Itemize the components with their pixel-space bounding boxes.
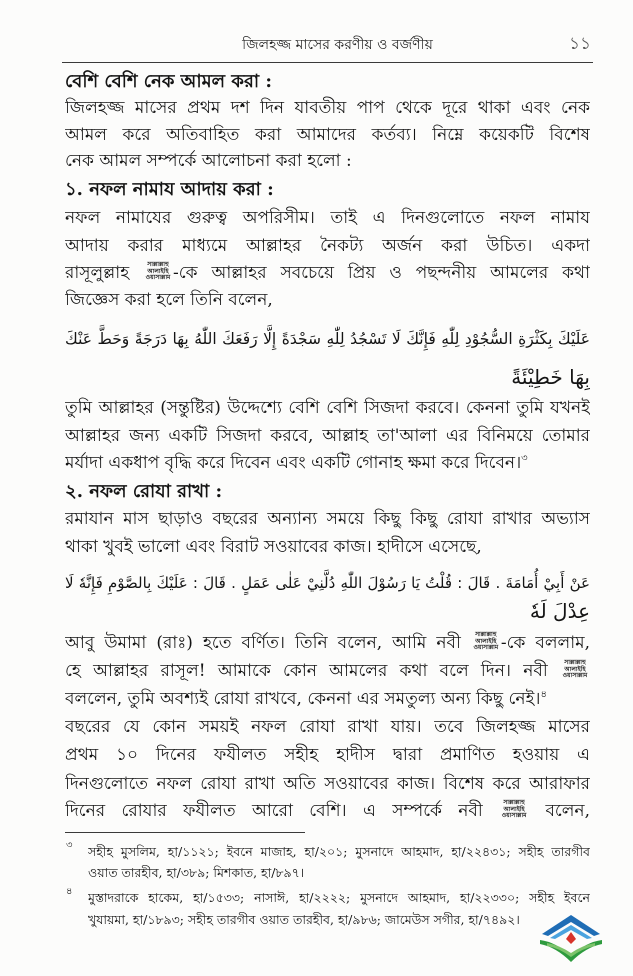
- footnote-line: সহীহ মুসলিম, হা/১১২১; ইবনে মাজাহ, হা/২০১; মুসনাদে আহমাদ, হা/২২৪৩১; সহীহ তারগীব: [88, 844, 590, 859]
- section-heading: ১. নফল নামায আদায় করা :: [65, 179, 274, 200]
- footnote-line: ওয়াত তারহীব, হা/৩৮৯; মিশকাত, হা/৮৯৭।: [88, 865, 305, 880]
- footnote-reference: ৩: [521, 453, 528, 464]
- body-text: রাসূলুল্লাহ: [65, 263, 130, 283]
- body-text: হে আল্লাহর রাসূল! আমাকে কোন আমলের কথা বলে দিন। নবী: [65, 661, 548, 681]
- salawat-stamp: [560, 660, 590, 680]
- arabic-hadith-line: عَلَيْكَ بِكَثْرَةِ السُّجُوْدِ لِلّٰهِ فَإِنَّكَ لَا تَسْجُدُ لِلّٰهِ سَجْدَةً إِلَّا رَفَعَكَ اللّٰهُ بِهَا دَرَجَةً وَحَطَّ عَنْكَ: [65, 330, 590, 348]
- footnote-marker: ৩: [66, 840, 73, 851]
- logo-inner-pages: [547, 943, 595, 957]
- arabic-hadith-line: بِهَا خَطِيْئَةً: [511, 365, 590, 389]
- salawat-stamp: [499, 800, 529, 820]
- stamp-line: সাল্লাল্লাহু: [564, 659, 586, 666]
- page-number: ১১: [568, 34, 591, 54]
- salawat-stamp: [143, 262, 173, 282]
- body-line: জিলহজ্জ মাসের প্রথম দশ দিন যাবতীয় পাপ থেকে দূরে থাকা এবং নেক: [65, 98, 590, 118]
- stamp-line: ওয়াসাল্লাম: [145, 274, 171, 282]
- body-text: -কে বললাম,: [500, 633, 590, 653]
- logo-center-diamond: [566, 932, 576, 944]
- body-line: দিনগুলোতে নফল রোযা রাখা অতি সওয়াবের কাজ। বিশেষ করে আরাফার: [65, 774, 590, 794]
- body-line: নেক আমল সম্পর্কে আলোচনা করা হলো :: [65, 151, 352, 171]
- body-line: জিজ্ঞেস করা হলে তিনি বলেন,: [65, 290, 273, 310]
- body-line: থাকা খুবই ভালো এবং বিরাট সওয়াবের কাজ। হাদীসে এসেছে,: [65, 537, 482, 557]
- body-text: দিনের রোযার ফযীলত আরো বেশি। এ সম্পর্কে নবী: [65, 801, 483, 821]
- footnote-line: মুস্তাদরাকে হাকেম, হা/১৫৩৩; নাসাঈ, হা/২২২২; মুসনাদে আহমাদ, হা/২২৩৩০; সহীহ ইবনে: [88, 890, 590, 905]
- stamp-line: ওয়াসাল্লাম: [473, 644, 499, 652]
- body-line: [65, 629, 590, 657]
- body-line: আমল করে অতিবাহিত করা আমাদের কর্তব্য। নিম্নে কয়েকটি বিশেষ: [65, 125, 590, 145]
- stamp-line: আলাইহি: [503, 805, 525, 813]
- body-line: প্রথম ১০ দিনের ফযীলত সহীহ হাদীস দ্বারা প্রমাণিত হওয়ায় এ: [65, 745, 590, 765]
- stamp-line: সাল্লাল্লাহু: [475, 631, 497, 638]
- body-line: রমাযান মাস ছাড়াও বছরের অন্যান্য সময়ে কিছু কিছু রোযা রাখার অভ্যাস: [65, 509, 590, 529]
- stamp-line: আলাইহি: [147, 267, 169, 275]
- body-text: বলেন,: [545, 801, 590, 821]
- body-text: মর্যাদা একধাপ বৃদ্ধি করে দিবেন এবং একটি গোনাহ ক্ষমা করে দিবেন।: [65, 453, 522, 473]
- body-line: বছরের যে কোন সময়ই নফল রোযা রাখা যায়। তবে জিলহজ্জ মাসের: [65, 717, 590, 737]
- stamp-line: সাল্লাল্লাহু: [147, 261, 169, 268]
- footnote-rule: [65, 832, 305, 833]
- footnote-marker: ৪: [66, 886, 73, 897]
- body-text: বললেন, তুমি অবশ্যই রোযা রাখবে, কেননা এর সমতুল্য অন্য কিছু নেই।: [65, 689, 541, 709]
- stamp-line: আলাইহি: [564, 665, 586, 673]
- stamp-line: সাল্লাল্লাহু: [503, 799, 525, 806]
- publisher-logo-icon: [538, 912, 604, 962]
- body-line: তুমি আল্লাহর (সন্তুষ্টির) উদ্দেশ্যে বেশি বেশি সিজদা করবে। কেননা তুমি যখনই: [65, 398, 590, 418]
- body-line: [65, 449, 590, 477]
- body-line: নফল নামাযের গুরুত্ব অপরিসীম। তাই এ দিনগুলোতে নফল নামায: [65, 208, 590, 228]
- body-text: -কে আল্লাহর সবচেয়ে প্রিয় ও পছন্দনীয় আমলের কথা: [173, 263, 590, 283]
- arabic-hadith-line: عَنْ أَبِيْ أُمَامَةَ . قَالَ : قُلْتُ يَا رَسُوْلَ اللّٰهِ دُلَّنِيْ عَلٰى عَمَلٍ . قَالَ : عَلَيْكَ بِالصَّوْمِ فَإِنَّهٗ لَا: [65, 574, 590, 592]
- salawat-stamp: [471, 632, 501, 652]
- body-text: আবু উমামা (রাঃ) হতে বর্ণিত। তিনি বলেন, আমি নবী: [65, 633, 461, 653]
- header-rule: [62, 62, 593, 63]
- stamp-line: ওয়াসাল্লাম: [501, 812, 527, 820]
- body-line: [65, 259, 590, 287]
- footnote-line: খুযায়মা, হা/১৮৯৩; সহীহ তারগীব ওয়াত তারহীব, হা/৯৮৬; জামেউস সগীর, হা/৭৪৯২।: [88, 912, 520, 927]
- body-line: [65, 657, 590, 685]
- stamp-line: আলাইহি: [475, 637, 497, 645]
- footnote-reference: ৪: [540, 689, 547, 700]
- section-heading: বেশি বেশি নেক আমল করা :: [65, 71, 272, 92]
- body-line: [65, 685, 590, 713]
- running-header-title: জিলহজ্জ মাসের করণীয় ও বর্জণীয়: [242, 37, 433, 53]
- body-line: আদায় করার মাধ্যমে আল্লাহর নৈকট্য অর্জন করা উচিত। একদা: [65, 236, 590, 256]
- section-heading: ২. নফল রোযা রাখা :: [65, 481, 223, 502]
- arabic-hadith-line: عِدْلَ لَهٗ: [529, 599, 590, 623]
- body-line: আল্লাহর জন্য একটি সিজদা করবে, আল্লাহ তা'আলা এর বিনিময়ে তোমার: [65, 426, 590, 446]
- stamp-line: ওয়াসাল্লাম: [562, 672, 588, 680]
- body-line: [65, 797, 590, 825]
